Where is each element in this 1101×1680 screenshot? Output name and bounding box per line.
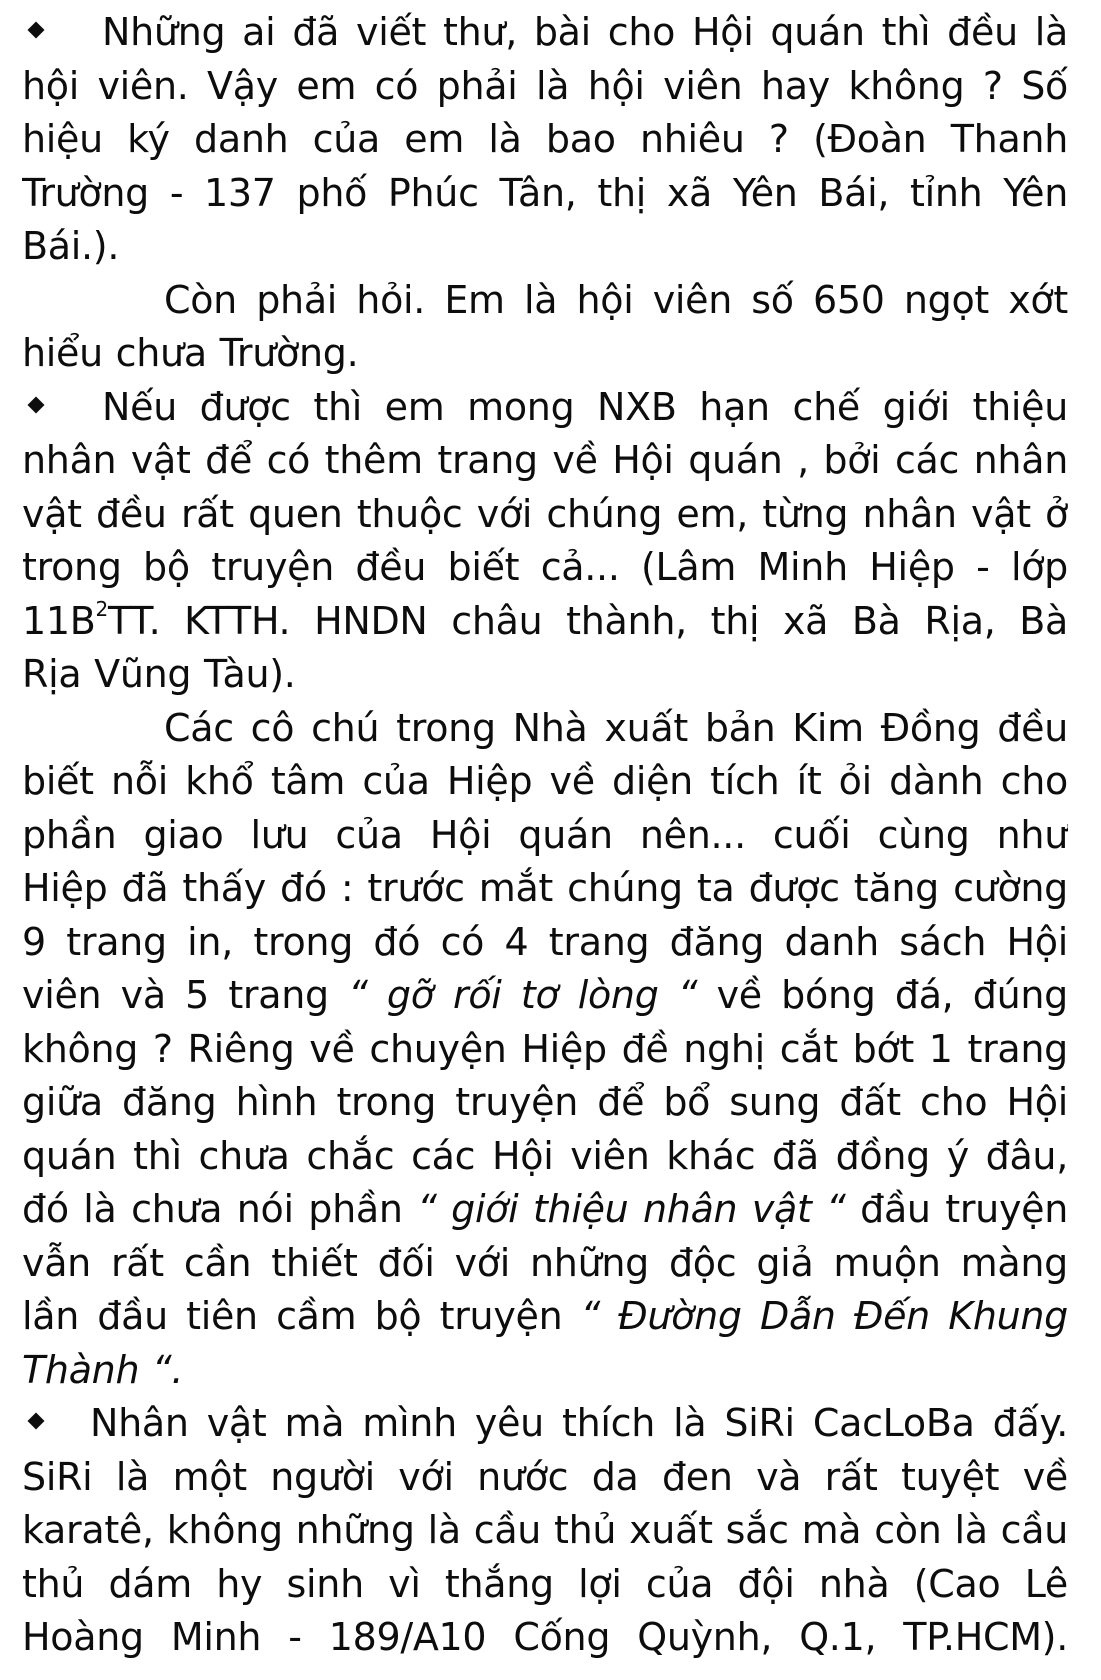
text-line	[22, 1504, 1068, 1558]
text-run: karatê, không những là cầu thủ xuất sắc mà còn là cầu	[22, 1508, 1068, 1552]
text-line	[22, 60, 1068, 114]
text-line	[22, 167, 1068, 221]
text-run: Hoàng Minh - 189/A10 Cống Quỳnh, Q.1, TP.HCM).	[22, 1615, 1068, 1659]
text-line	[22, 1290, 1068, 1344]
text-line	[22, 1451, 1068, 1505]
text-run: Các cô chú trong Nhà xuất bản Kim Đồng đều	[164, 705, 1068, 750]
text-run: hội viên. Vậy em có phải là hội viên hay không ? Số	[22, 63, 1068, 108]
text-run: đó là chưa nói phần	[22, 1187, 403, 1231]
text-run: quán thì chưa chắc các Hội viên khác đã đồng ý đâu,	[22, 1133, 1068, 1178]
text-line	[22, 1344, 1068, 1398]
answer-paragraph	[22, 702, 1068, 1398]
text-run: hiệu ký danh của em là bao nhiêu ? (Đoàn Thanh	[22, 117, 1068, 161]
text-line	[22, 327, 1068, 381]
text-line	[22, 1611, 1068, 1665]
text-line	[22, 809, 1068, 863]
text-run: SiRi là một người với nước da đen và rất tuyệt về	[22, 1454, 1068, 1499]
text-run: viên và 5 trang	[22, 973, 329, 1017]
text-run: nhân vật để có thêm trang về Hội quán , bởi các nhân	[22, 438, 1068, 482]
text-line	[22, 595, 1068, 649]
text-line	[22, 969, 1068, 1023]
text-run: trong bộ truyện đều biết cả... (Lâm Minh Hiệp - lớp	[22, 545, 1068, 589]
question-paragraph	[22, 1397, 1068, 1665]
bullet-marker	[22, 6, 102, 60]
text-line	[22, 541, 1068, 595]
text-line	[22, 6, 1068, 60]
text-run: về bóng đá, đúng	[716, 973, 1068, 1017]
italic-quote: “ gỡ rối tơ lòng “	[348, 973, 698, 1017]
text-line	[22, 1237, 1068, 1291]
text-run: Trường - 137 phố Phúc Tân, thị xã Yên Bái, tỉnh Yên	[22, 170, 1068, 215]
text-run: vật đều rất quen thuộc với chúng em, từng nhân vật ở	[22, 491, 1068, 536]
text-run: Rịa Vũng Tàu).	[22, 652, 296, 696]
text-run: Những ai đã viết thư, bài cho Hội quán thì đều là	[102, 10, 1068, 54]
text-run: Nếu được thì em mong NXB hạn chế giới thiệu	[102, 384, 1068, 429]
text-line	[22, 702, 1068, 756]
italic-quote: “ giới thiệu nhân vật “	[417, 1187, 846, 1231]
text-run: đầu truyện	[860, 1187, 1068, 1231]
diamond-bullet-icon	[28, 1413, 45, 1430]
text-line	[22, 488, 1068, 542]
text-run: hiểu chưa Trường.	[22, 331, 359, 375]
text-line	[22, 274, 1068, 328]
text-line	[22, 434, 1068, 488]
text-run: TT. KTTH. HNDN châu thành, thị xã Bà Rịa, Bà	[107, 598, 1068, 643]
italic-quote: “ Đường Dẫn Đến Khung	[580, 1294, 1068, 1338]
answer-paragraph	[22, 274, 1068, 381]
text-line	[22, 1023, 1068, 1077]
diamond-bullet-icon	[28, 396, 45, 413]
text-run: Hiệp đã thấy đó : trước mắt chúng ta được tăng cường	[22, 866, 1068, 910]
text-run: thủ dám hy sinh vì thắng lợi của đội nhà (Cao Lê	[22, 1561, 1068, 1606]
superscript: 2	[95, 596, 108, 621]
text-run: Bái.).	[22, 224, 120, 268]
text-line	[22, 1397, 1068, 1451]
text-run: phần giao lưu của Hội quán nên... cuối cùng như	[22, 812, 1068, 857]
text-line	[22, 916, 1068, 970]
text-line	[22, 755, 1068, 809]
text-run: biết nỗi khổ tâm của Hiệp về diện tích ít ỏi dành cho	[22, 759, 1068, 803]
text-line	[22, 113, 1068, 167]
italic-quote: Thành “.	[22, 1347, 184, 1392]
text-run: Nhân vật mà mình yêu thích là SiRi CacLoBa đấy.	[90, 1401, 1068, 1445]
question-paragraph	[22, 381, 1068, 702]
text-line	[22, 220, 1068, 274]
diamond-bullet-icon	[28, 22, 45, 39]
bullet-marker	[22, 1397, 90, 1451]
text-run: lần đầu tiên cầm bộ truyện	[22, 1294, 563, 1338]
text-run: 11B	[22, 598, 96, 643]
text-line	[22, 862, 1068, 916]
text-run: 9 trang in, trong đó có 4 trang đăng danh sách Hội	[22, 919, 1068, 964]
text-run: vẫn rất cần thiết đối với những độc giả muộn màng	[22, 1240, 1068, 1285]
text-line	[22, 381, 1068, 435]
text-line	[22, 648, 1068, 702]
text-run: giữa đăng hình trong truyện để bổ sung đất cho Hội	[22, 1080, 1068, 1124]
page-text	[22, 6, 1068, 1665]
text-line	[22, 1558, 1068, 1612]
bullet-marker	[22, 381, 102, 435]
question-paragraph	[22, 6, 1068, 274]
text-line	[22, 1183, 1068, 1237]
text-line	[22, 1076, 1068, 1130]
text-run: không ? Riêng về chuyện Hiệp đề nghị cắt bớt 1 trang	[22, 1026, 1068, 1071]
text-run: Còn phải hỏi. Em là hội viên số 650 ngọt xớt	[164, 277, 1068, 322]
text-line	[22, 1130, 1068, 1184]
